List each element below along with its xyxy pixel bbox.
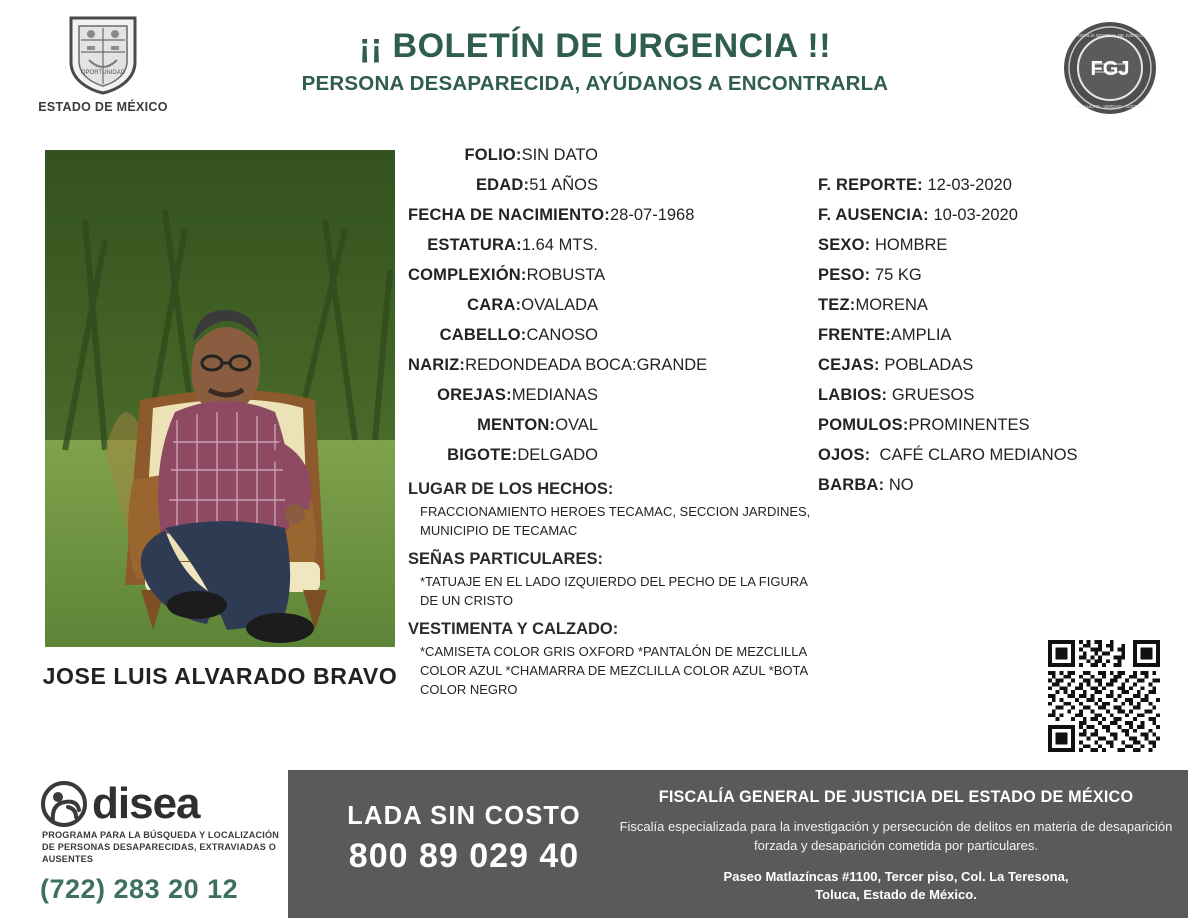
- page-subtitle: PERSONA DESAPARECIDA, AYÚDANOS A ENCONTRARLA: [301, 72, 889, 96]
- field-row: [818, 170, 1012, 200]
- field-label: TEZ:: [818, 296, 856, 314]
- odisea-text: disea: [92, 779, 200, 828]
- field-value: 51 AÑOS: [529, 176, 598, 194]
- field-label: F. AUSENCIA:: [818, 206, 929, 224]
- field-row: [408, 260, 606, 290]
- field-value: DELGADO: [517, 446, 598, 464]
- svg-text:FISCALÍA GENERAL DE JUSTICIA: FISCALÍA GENERAL DE JUSTICIA: [1075, 33, 1145, 38]
- odisea-tagline: [40, 829, 290, 865]
- field-label: FECHA DE NACIMIENTO:: [408, 206, 610, 224]
- field-row: [818, 290, 1156, 320]
- clothing-title: VESTIMENTA Y CALZADO:: [408, 620, 619, 638]
- field-label: MENTON:: [477, 416, 556, 434]
- field-value: GRUESOS: [891, 386, 975, 404]
- field-value: AMPLIA: [890, 326, 952, 344]
- field-value: HOMBRE: [874, 236, 948, 254]
- svg-text:LEGALIDAD · VERDAD · JUSTICIA: LEGALIDAD · VERDAD · JUSTICIA: [1074, 104, 1146, 109]
- field-label: OREJAS:: [437, 386, 512, 404]
- field-label: POMULOS:: [818, 416, 909, 434]
- field-row: [818, 410, 1156, 440]
- field-row: [408, 290, 598, 320]
- marks-title: SEÑAS PARTICULARES:: [408, 550, 603, 568]
- field-value: CAFÉ CLARO MEDIANOS: [879, 446, 1078, 464]
- odisea-tagline-line1: PROGRAMA PARA LA BÚSQUEDA Y LOCALIZACIÓN: [42, 830, 280, 840]
- field-row: [818, 200, 1156, 230]
- title-block: [190, 28, 1000, 96]
- field-value: OVALADA: [521, 296, 598, 314]
- field-row: [408, 380, 598, 410]
- person-photo: [45, 150, 395, 647]
- field-row: [818, 380, 1156, 410]
- field-value: CANOSO: [526, 326, 598, 344]
- field-row: [408, 410, 598, 440]
- footer: [0, 770, 1188, 918]
- svg-text:FGJ: FGJ: [1090, 58, 1130, 80]
- fgj-seal-icon: [1062, 20, 1158, 116]
- place-body: FRACCIONAMIENTO HEROES TECAMAC, SECCION JARDINES, MUNICIPIO DE TECAMAC: [420, 504, 811, 538]
- odisea-person-icon: [40, 780, 88, 828]
- field-row: [408, 350, 708, 380]
- field-value: MEDIANAS: [511, 386, 598, 404]
- field-row: [408, 170, 598, 200]
- field-value: ROBUSTA: [526, 266, 606, 284]
- agency-title: FISCALÍA GENERAL DE JUSTICIA DEL ESTADO DE MÉXICO: [658, 788, 1134, 806]
- details-right-column: [818, 170, 1156, 500]
- field-value: REDONDEADA BOCA:GRANDE: [465, 356, 708, 374]
- field-label: PESO:: [818, 266, 871, 284]
- field-row: [408, 230, 598, 260]
- crest-caption: ESTADO DE MÉXICO: [38, 100, 168, 114]
- field-label: FRENTE:: [818, 326, 891, 344]
- field-row: [408, 140, 598, 170]
- field-label: COMPLEXIÓN:: [408, 266, 527, 284]
- field-label: F. REPORTE:: [818, 176, 923, 194]
- field-value: 28-07-1968: [610, 206, 695, 224]
- field-row: [818, 350, 1156, 380]
- header: [0, 0, 1188, 130]
- field-row: [818, 470, 1156, 500]
- field-label: EDAD:: [475, 176, 530, 194]
- field-row: [818, 440, 1156, 470]
- field-row: [408, 440, 598, 470]
- field-value: 1.64 MTS.: [521, 236, 598, 254]
- field-label: CABELLO:: [439, 326, 527, 344]
- odisea-logo-block: [40, 779, 290, 905]
- state-crest: [38, 14, 168, 114]
- field-value: 75 KG: [874, 266, 922, 284]
- field-label: CARA:: [467, 296, 522, 314]
- field-row: [818, 260, 1156, 290]
- field-value: NO: [888, 476, 914, 494]
- field-row: [408, 200, 695, 230]
- field-label: SEXO:: [818, 236, 871, 254]
- clothing-block: [408, 616, 828, 699]
- agency-block: [618, 788, 1174, 904]
- field-value: 12-03-2020: [927, 176, 1012, 194]
- details-left-column: [408, 140, 828, 699]
- odisea-tagline-line3: AUSENTES: [42, 854, 94, 864]
- agency-address-line2: Toluca, Estado de México.: [815, 887, 977, 902]
- field-value: MORENA: [855, 296, 928, 314]
- place-title: LUGAR DE LOS HECHOS:: [408, 480, 614, 498]
- field-label: LABIOS:: [818, 386, 888, 404]
- page-title: ¡¡ BOLETÍN DE URGENCIA !!: [358, 27, 832, 65]
- place-block: [408, 476, 828, 540]
- person-name: JOSE LUIS ALVARADO BRAVO: [42, 663, 398, 689]
- toll-free-block: [314, 802, 614, 876]
- svg-text:OPORTUNIDAD: OPORTUNIDAD: [80, 70, 126, 76]
- field-label: ESTATURA:: [427, 236, 522, 254]
- qr-code: [1048, 640, 1160, 752]
- field-row: [818, 320, 1156, 350]
- field-row: [408, 320, 598, 350]
- agency-address-line1: Paseo Matlazíncas #1100, Tercer piso, Col. La Teresona,: [723, 869, 1069, 884]
- marks-block: [408, 546, 828, 610]
- crest-shield-icon: [67, 14, 139, 96]
- field-label: BIGOTE:: [447, 446, 518, 464]
- contact-panel: [288, 770, 1188, 918]
- field-value: POBLADAS: [884, 356, 974, 374]
- marks-body: *TATUAJE EN EL LADO IZQUIERDO DEL PECHO DE LA FIGURA DE UN CRISTO: [420, 574, 808, 608]
- odisea-wordmark: [40, 779, 290, 828]
- field-value: OVAL: [555, 416, 598, 434]
- field-value: 10-03-2020: [933, 206, 1018, 224]
- clothing-body: *CAMISETA COLOR GRIS OXFORD *PANTALÓN DE MEZCLILLA COLOR AZUL *CHAMARRA DE MEZCLILLA COLOR AZUL *BOTA COLOR NEGRO: [420, 644, 808, 697]
- field-label: BARBA:: [818, 476, 885, 494]
- field-label: OJOS:: [818, 446, 871, 464]
- field-label: FOLIO:: [464, 146, 522, 164]
- field-row: [818, 230, 1156, 260]
- field-value: PROMINENTES: [908, 416, 1030, 434]
- agency-address: [618, 868, 1174, 904]
- field-value: SIN DATO: [521, 146, 598, 164]
- agency-description: Fiscalía especializada para la investigación y persecución de delitos en materia de desaparición forzada y desaparición cometida por particulares.: [619, 819, 1173, 853]
- odisea-tagline-line2: DE PERSONAS DESAPARECIDAS, EXTRAVIADAS O: [42, 842, 277, 852]
- field-label: CEJAS:: [818, 356, 880, 374]
- toll-free-label: LADA SIN COSTO: [347, 802, 581, 830]
- field-label: NARIZ:: [408, 356, 466, 374]
- details-section: [408, 140, 1156, 697]
- toll-free-number[interactable]: 800 89 029 40: [348, 837, 580, 875]
- odisea-phone[interactable]: (722) 283 20 12: [40, 874, 239, 904]
